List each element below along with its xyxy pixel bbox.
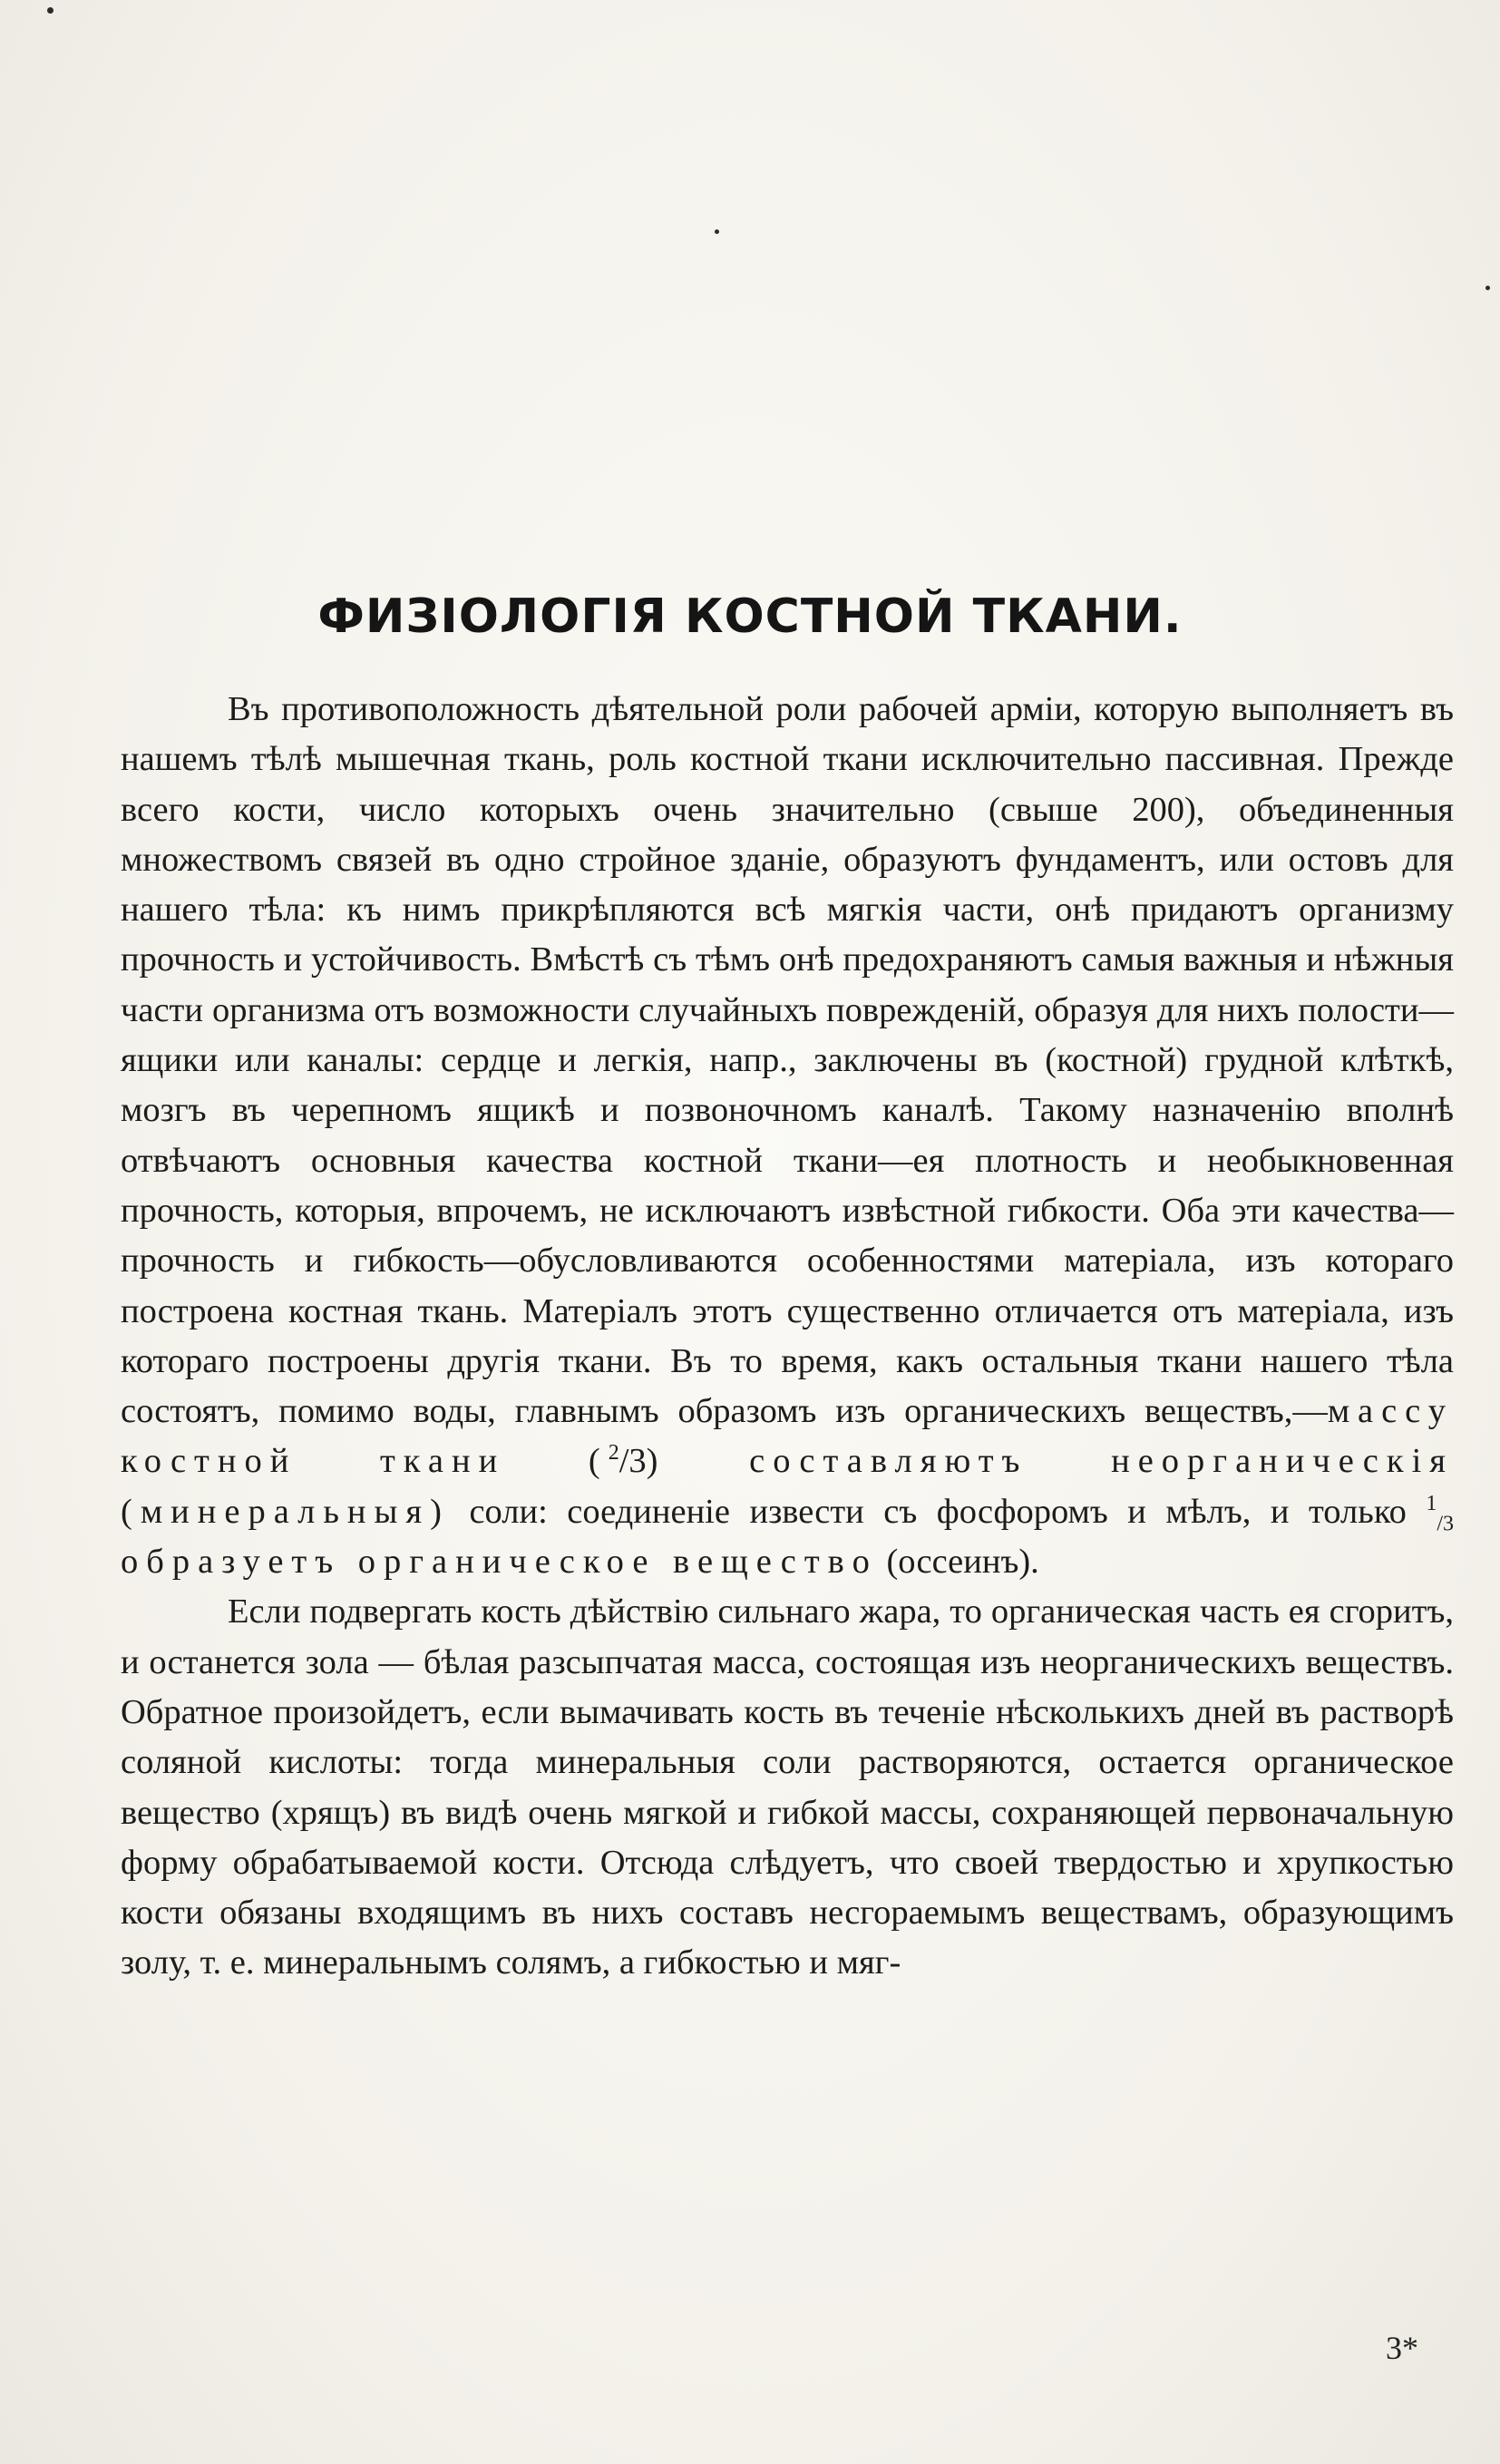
fraction-denominator: /3: [619, 1442, 647, 1481]
page-title: ФИЗIОЛОГIЯ КОСТНОЙ ТКАНИ.: [317, 589, 1183, 644]
ink-speck: [715, 229, 719, 234]
fraction-denominator: /3: [1437, 1512, 1454, 1536]
paragraph-1-text: (оссеинъ).: [877, 1543, 1039, 1582]
paragraph-2: Если подвергать кость дѣйствію сильнаго жара, то органическая часть ея сгоритъ, и останется зола — бѣлая разсыпчатая масса, состоящая изъ неорганическихъ веществъ. Обратное произойдетъ, если вымачивать кость въ теченіе нѣсколькихъ дней въ растворѣ соляной кислоты: тогда минеральныя соли растворяются, остается органическое вещество (хрящъ) въ видѣ очень мягкой и гибкой массы, сохраняющей первоначальную форму обрабатываемой кости. Отсюда слѣдуетъ, что своей твердостью и хрупкостью кости обязаны входящимъ въ нихъ составъ несгораемымъ веществамъ, образующимъ золу, т. е. минеральнымъ солямъ, а гибкостью и мяг-: [121, 1592, 1454, 1982]
ink-speck: [1485, 286, 1490, 290]
page-number: 3*: [1386, 2330, 1418, 2366]
ink-speck: [47, 7, 54, 14]
paragraph-1: [121, 685, 1454, 1587]
spaced-emphasis: ) составляютъ неорганическія (минеральныя): [121, 1442, 1454, 1531]
spaced-emphasis: массу костной ткани (: [121, 1392, 1454, 1481]
fraction-numerator: 1: [1426, 1491, 1437, 1515]
spaced-emphasis: образуетъ органическое вещество: [121, 1543, 878, 1582]
fraction-numerator: 2: [608, 1441, 619, 1466]
article-body: [121, 685, 1454, 1989]
paragraph-1-text: соли: соединеніе извести съ фосфоромъ и мѣлъ, и только: [449, 1492, 1427, 1531]
paragraph-1-text: Въ противоположность дѣятельной роли рабочей арміи, которую выполняетъ въ нашемъ тѣлѣ мышечная ткань, роль костной ткани исключительно пассивная. Прежде всего кости, число которыхъ очень значительно (свыше 200), объединенныя множествомъ связей въ одно стройное зданіе, образуютъ фундаментъ, или остовъ для нашего тѣла: къ нимъ прикрѣпляются всѣ мягкія части, онѣ придаютъ организму прочность и устойчивость. Вмѣстѣ съ тѣмъ онѣ предохраняютъ самыя важныя и нѣжныя части организма отъ возможности случайныхъ поврежденій, образуя для нихъ полости—ящики или каналы: сердце и легкія, напр., заключены въ (костной) грудной клѣткѣ, мозгъ въ черепномъ ящикѣ и позвоночномъ каналѣ. Такому назначенію вполнѣ отвѣчаютъ основныя качества костной ткани—ея плотность и необыкновенная прочность, которыя, впрочемъ, не исключаютъ извѣстной гибкости. Оба эти качества—прочность и гибкость—обусловливаются особенностями матеріала, изъ котораго построена костная ткань. Матеріалъ этотъ существенно отличается отъ матеріала, изъ котораго построены другія ткани. Въ то время, какъ остальныя ткани нашего тѣла состоятъ, помимо воды, главнымъ образомъ изъ органическихъ веществъ,—: [121, 690, 1454, 1431]
